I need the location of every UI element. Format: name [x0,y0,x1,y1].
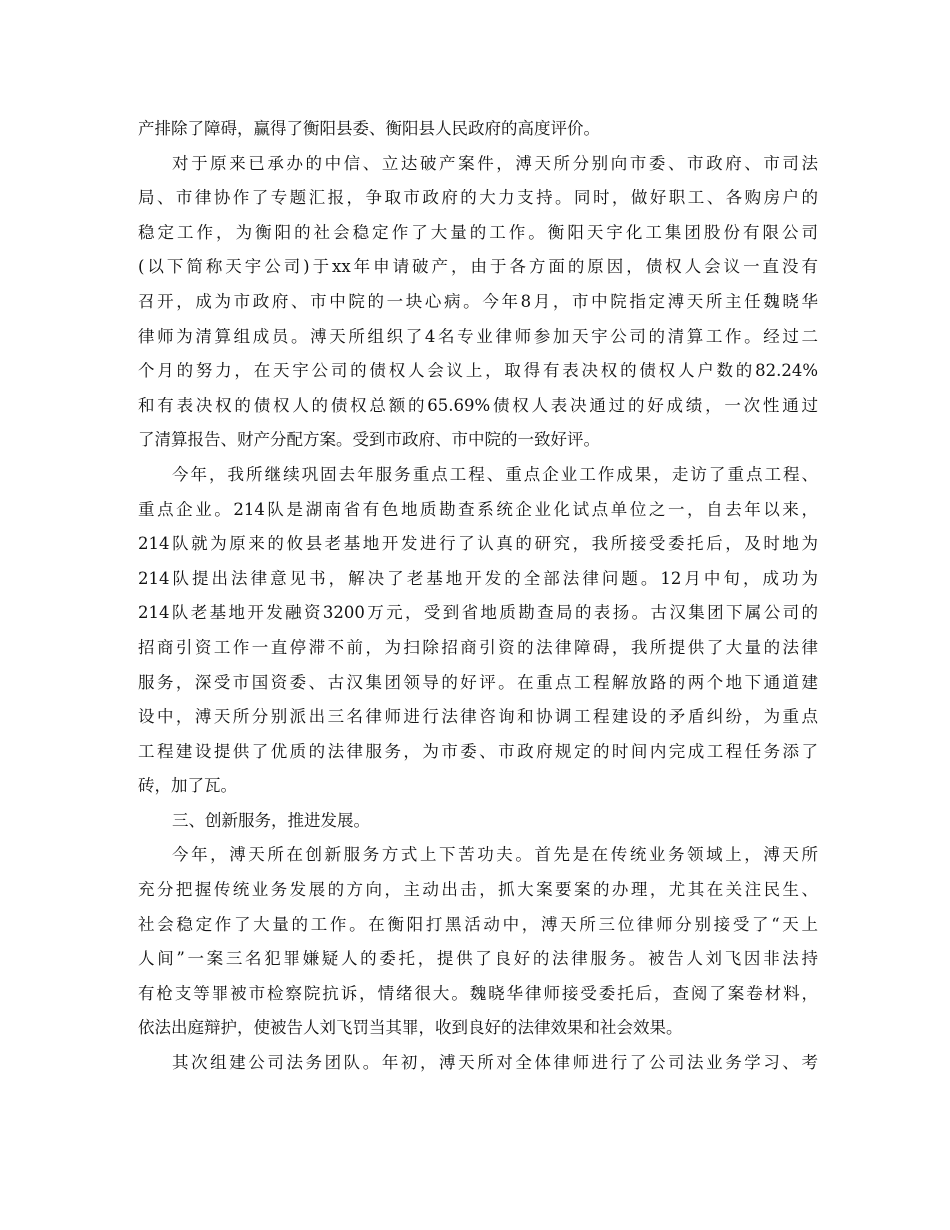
text-line: 今年，溥天所在创新服务方式上下苦功夫。首先是在传统业务领域上，溥天所 [172,845,818,865]
text-line: 服务，深受市国资委、古汉集团领导的好评。在重点工程解放路的两个地下通道建 [138,672,818,692]
text-line: 招商引资工作一直停滞不前，为扫除招商引资的法律障碍，我所提供了大量的法律 [138,637,818,657]
text-line: 和有表决权的债权人的债权总额的65.69%债权人表决通过的好成绩，一次性通过 [138,395,818,415]
document-body [138,112,818,1081]
text-line: (以下简称天宇公司)于xx年申请破产，由于各方面的原因，债权人会议一直没有 [138,257,818,277]
text-line: 214队就为原来的攸县老基地开发进行了认真的研究，我所接受委托后，及时地为 [138,534,818,554]
text-line: 砖，加了瓦。 [138,776,237,796]
text-line: 工程建设提供了优质的法律服务，为市委、市政府规定的时间内完成工程任务添了 [138,741,818,761]
text-line: 了清算报告、财产分配方案。受到市政府、市中院的一致好评。 [138,430,600,450]
text-line: 个月的努力，在天宇公司的债权人会议上，取得有表决权的债权人户数的82.24% [138,361,818,381]
text-line: 依法出庭辩护，使被告人刘飞罚当其罪，收到良好的法律效果和社会效果。 [138,1018,683,1038]
text-line: 设中，溥天所分别派出三名律师进行法律咨询和协调工程建设的矛盾纠纷，为重点 [138,707,818,727]
text-line: 其次组建公司法务团队。年初，溥天所对全体律师进行了公司法业务学习、考 [172,1053,818,1073]
text-line: 充分把握传统业务发展的方向，主动出击，抓大案要案的办理，尤其在关注民生、 [138,880,818,900]
text-line: 三、创新服务，推进发展。 [172,810,370,830]
text-line: 对于原来已承办的中信、立达破产案件，溥天所分别向市委、市政府、市司法 [172,153,818,173]
text-line: 重点企业。214队是湖南省有色地质勘查系统企业化试点单位之一，自去年以来， [138,499,818,519]
text-line: 稳定工作，为衡阳的社会稳定作了大量的工作。衡阳天宇化工集团股份有限公司 [138,222,818,242]
text-line: 人间”一案三名犯罪嫌疑人的委托，提供了良好的法律服务。被告人刘飞因非法持 [138,949,818,969]
text-line: 214队老基地开发融资3200万元，受到省地质勘查局的表扬。古汉集团下属公司的 [138,603,818,623]
text-line: 有枪支等罪被市检察院抗诉，情绪很大。魏晓华律师接受委托后，查阅了案卷材料， [138,983,818,1003]
text-line: 214队提出法律意见书，解决了老基地开发的全部法律问题。12月中旬，成功为 [138,568,818,588]
text-line: 社会稳定作了大量的工作。在衡阳打黑活动中，溥天所三位律师分别接受了“天上 [138,914,818,934]
text-line: 局、市律协作了专题汇报，争取市政府的大力支持。同时，做好职工、各购房户的 [138,188,818,208]
text-line: 今年，我所继续巩固去年服务重点工程、重点企业工作成果，走访了重点工程、 [172,464,818,484]
text-line: 律师为清算组成员。溥天所组织了4名专业律师参加天宇公司的清算工作。经过二 [138,326,818,346]
text-line: 召开，成为市政府、市中院的一块心病。今年8月，市中院指定溥天所主任魏晓华 [138,291,818,311]
text-line: 产排除了障碍，赢得了衡阳县委、衡阳县人民政府的高度评价。 [138,119,600,138]
